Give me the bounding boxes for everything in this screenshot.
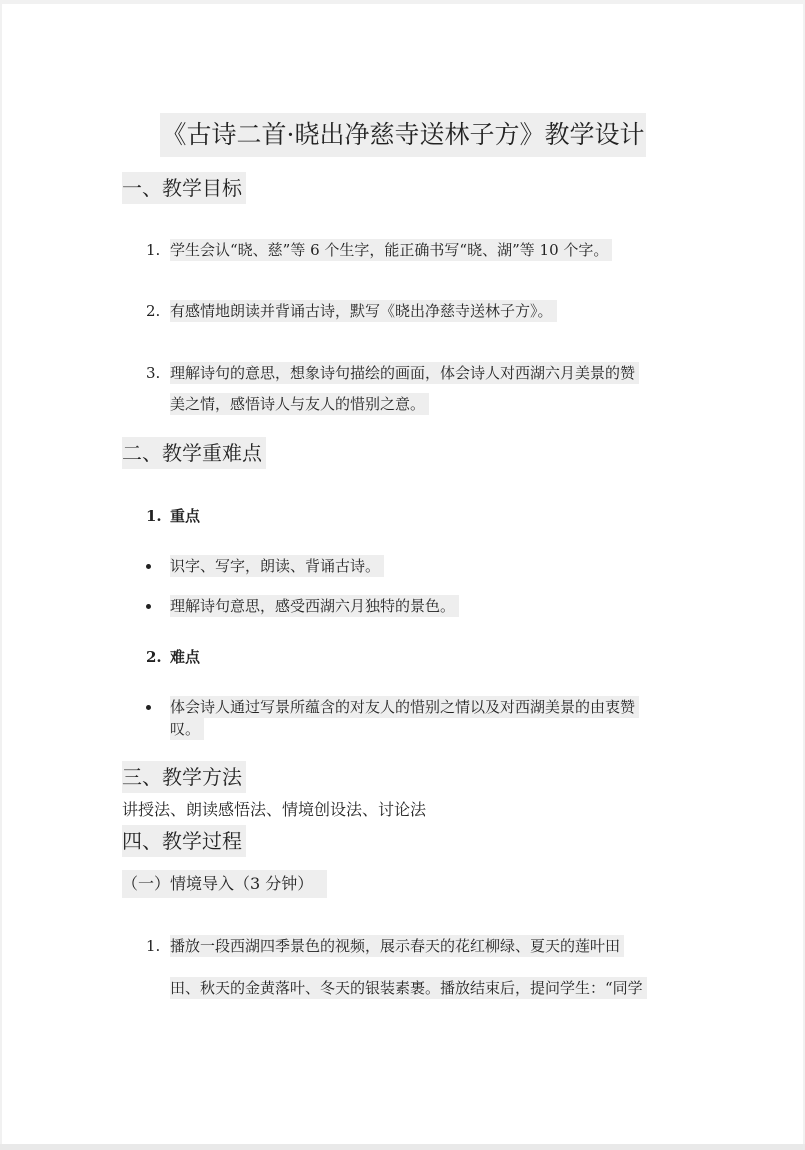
difficulty-bullet-line-2: 叹。	[170, 718, 204, 740]
methods-text: 讲授法、朗读感悟法、情境创设法、讨论法	[122, 800, 427, 819]
section-heading-process: 四、教学过程	[122, 825, 246, 857]
section-heading-methods: 三、教学方法	[122, 761, 246, 793]
process-number-1: 1.	[146, 937, 161, 955]
key-point-bullet-1: 识字、写字，朗读、背诵古诗。	[170, 555, 384, 577]
bullet-dot	[146, 564, 151, 569]
goal-item-3-line-1: 理解诗句的意思，想象诗句描绘的画面，体会诗人对西湖六月美景的赞	[170, 362, 639, 384]
key-point-bullet-2: 理解诗句意思，感受西湖六月独特的景色。	[170, 595, 459, 617]
process-item-1-line-2: 田、秋天的金黄落叶、冬天的银装素裹。播放结束后，提问学生：“同学	[170, 977, 647, 999]
goal-number-1: 1.	[146, 241, 161, 259]
difficulty-number: 2.	[146, 648, 162, 666]
key-point-number: 1.	[146, 507, 162, 525]
document-title: 《古诗二首·晓出净慈寺送林子方》教学设计	[160, 113, 646, 157]
process-item-1-line-1: 播放一段西湖四季景色的视频，展示春天的花红柳绿、夏天的莲叶田	[170, 935, 624, 957]
goal-item-2: 有感情地朗读并背诵古诗，默写《晓出净慈寺送林子方》。	[170, 300, 557, 322]
page-bottom-edge	[0, 1144, 805, 1150]
goal-number-3: 3.	[146, 364, 161, 382]
difficulty-bullet-line-1: 体会诗人通过写景所蕴含的对友人的惜别之情以及对西湖美景的由衷赞	[170, 696, 639, 718]
section-heading-goals: 一、教学目标	[122, 172, 246, 204]
bullet-dot	[146, 604, 151, 609]
key-point-label: 重点	[170, 507, 201, 525]
process-subheading: （一）情境导入（3 分钟）	[122, 870, 327, 898]
goal-number-2: 2.	[146, 302, 161, 320]
bullet-dot	[146, 705, 151, 710]
section-heading-key-points: 二、教学重难点	[122, 437, 266, 469]
difficulty-label: 难点	[170, 648, 201, 666]
goal-item-1: 学生会认“晓、慈”等 6 个生字，能正确书写“晓、湖”等 10 个字。	[170, 239, 612, 261]
goal-item-3-line-2: 美之情，感悟诗人与友人的惜别之意。	[170, 393, 429, 415]
